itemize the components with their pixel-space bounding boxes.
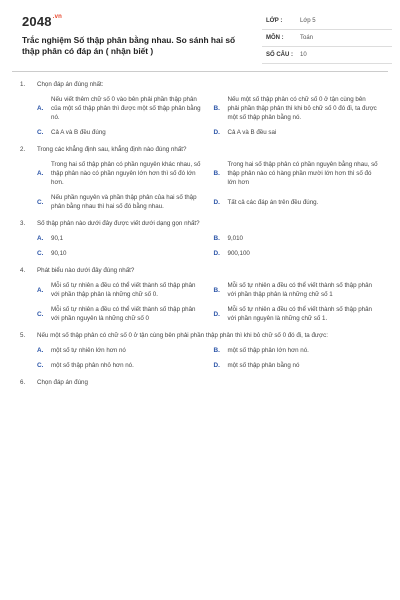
option-letter: C. bbox=[37, 250, 44, 257]
option-letter: A. bbox=[37, 286, 44, 294]
question-number: 6. bbox=[20, 379, 26, 386]
option-letter: A. bbox=[37, 105, 44, 112]
question bbox=[20, 145, 382, 211]
answer-option[interactable] bbox=[37, 346, 206, 355]
option-letter: B. bbox=[213, 286, 220, 294]
answer-option[interactable] bbox=[37, 305, 206, 323]
option-text: Mỗi số tự nhiên a đều có thể viết thành số thập phân với phần nguyên là những chữ số 1. bbox=[227, 306, 372, 322]
option-letter: D. bbox=[213, 198, 220, 206]
option-text: Cả A và B đều sai bbox=[227, 129, 277, 136]
option-text: Mỗi số tự nhiên a đều có thể viết thành số thập phân với phần nguyên là những chữ số 0 bbox=[51, 306, 196, 322]
answer-option[interactable] bbox=[214, 95, 383, 122]
answer-option[interactable] bbox=[37, 234, 206, 243]
question bbox=[20, 219, 382, 258]
option-text: Mỗi số tự nhiên a đều có thể viết thành số thập phân với phần thập phân là những chữ số 0. bbox=[51, 282, 196, 298]
option-text: Nếu một số thập phân có chữ số 0 ở tận cùng bên phải phần thập phân thì khi bỏ chữ số 0 đó đi, ta được một số thập phân bằng nó. bbox=[227, 96, 377, 121]
option-letter: B. bbox=[213, 235, 220, 242]
question bbox=[20, 378, 382, 387]
answer-option[interactable] bbox=[37, 281, 206, 299]
answer-option[interactable] bbox=[37, 95, 206, 122]
option-text: Cả A và B đều đúng bbox=[51, 129, 106, 136]
option-letter: B. bbox=[213, 105, 220, 112]
question-number: 1. bbox=[20, 81, 26, 88]
meta-row-subject bbox=[262, 30, 392, 47]
worksheet-title: Trắc nghiệm Số thập phân bằng nhau. So sánh hai số thập phân có đáp án ( nhận biết ) bbox=[22, 35, 236, 56]
answer-option[interactable] bbox=[214, 281, 383, 299]
option-letter: D. bbox=[213, 129, 220, 136]
question bbox=[20, 266, 382, 323]
question-text: Chọn đáp án đúng nhất: bbox=[37, 81, 104, 88]
question-number: 4. bbox=[20, 267, 26, 274]
option-text: 90,1 bbox=[51, 235, 64, 242]
option-text: một số thập phân nhỏ hơn nó. bbox=[51, 362, 134, 369]
meta-value: Lớp 5 bbox=[300, 18, 316, 24]
answer-option[interactable] bbox=[214, 361, 383, 370]
answer-option[interactable] bbox=[37, 361, 206, 370]
option-letter: C. bbox=[37, 198, 44, 206]
question-number: 2. bbox=[20, 146, 26, 153]
meta-value: Toán bbox=[300, 35, 314, 41]
answer-option[interactable] bbox=[214, 160, 383, 187]
option-text: một số thập phân bằng nó bbox=[227, 362, 300, 369]
option-text: một số thập phân lớn hơn nó. bbox=[227, 347, 309, 354]
answer-option[interactable] bbox=[214, 234, 383, 243]
option-letter: C. bbox=[37, 310, 44, 318]
option-text: Mỗi số tự nhiên a đều có thể viết thành số thập phân với phần thập phân là những chữ số 1 bbox=[227, 282, 372, 298]
meta-label: SỐ CÂU : bbox=[266, 52, 293, 58]
answer-option[interactable] bbox=[37, 128, 206, 137]
question-text: Phát biểu nào dưới đây đúng nhất? bbox=[37, 267, 135, 274]
option-letter: C. bbox=[37, 129, 44, 136]
option-text: Trong hai số thập phân có phần nguyên khác nhau, số thập phân nào có phần nguyên lớn hơn thì số đó lớn hơn. bbox=[51, 161, 201, 186]
question-text: Nếu một số thập phân có chữ số 0 ở tận cùng bên phải phần thập phân thì khi bỏ chữ số 0 đó đi, ta được: bbox=[37, 332, 328, 339]
header-divider bbox=[12, 71, 388, 72]
answer-option[interactable] bbox=[214, 128, 383, 137]
question-text: Chọn đáp án đúng bbox=[37, 379, 88, 386]
option-letter: D. bbox=[213, 310, 220, 318]
option-text: 90,10 bbox=[51, 250, 67, 257]
meta-label: LỚP : bbox=[266, 18, 283, 24]
answer-option[interactable] bbox=[214, 193, 383, 211]
option-letter: C. bbox=[37, 362, 44, 369]
option-letter: D. bbox=[213, 362, 220, 369]
option-letter: A. bbox=[37, 347, 44, 354]
answer-option[interactable] bbox=[214, 346, 383, 355]
question-text: Trong các khẳng định sau, khẳng định nào đúng nhất? bbox=[37, 146, 187, 153]
worksheet-header bbox=[12, 4, 388, 64]
option-text: 9,010 bbox=[227, 235, 243, 242]
option-letter: D. bbox=[213, 250, 220, 257]
question bbox=[20, 80, 382, 137]
meta-row-count bbox=[262, 47, 392, 64]
option-text: Nếu viết thêm chữ số 0 vào bên phải phần thập phân của một số thập phân thì được một số thập phân bằng nó. bbox=[51, 96, 201, 121]
answer-option[interactable] bbox=[214, 249, 383, 258]
question-text: Số thập phân nào dưới đây được viết dưới dạng gọn nhất? bbox=[37, 220, 200, 227]
meta-label: MÔN : bbox=[266, 35, 284, 41]
option-text: một số tự nhiên lớn hơn nó bbox=[51, 347, 126, 354]
answer-option[interactable] bbox=[37, 160, 206, 187]
question-list bbox=[20, 80, 382, 395]
question-number: 3. bbox=[20, 220, 26, 227]
question bbox=[20, 331, 382, 370]
worksheet-meta bbox=[262, 13, 392, 64]
option-text: Trong hai số thập phân có phần nguyên bằng nhau, số thập phân nào có hàng phần mười lớn hơn thì số đó lớn hơn bbox=[227, 161, 378, 186]
option-letter: A. bbox=[37, 235, 44, 242]
option-text: Nếu phần nguyên và phần thập phân của hai số thập phân bằng nhau thì hai số đó bằng nhau. bbox=[51, 194, 197, 210]
site-logo[interactable]: $2048^{.vn}$ bbox=[22, 14, 63, 29]
answer-option[interactable] bbox=[37, 249, 206, 258]
meta-value: 10 bbox=[300, 52, 307, 58]
meta-row-class bbox=[262, 13, 392, 30]
option-text: 900,100 bbox=[227, 250, 250, 257]
option-letter: A. bbox=[37, 170, 44, 177]
option-letter: B. bbox=[213, 170, 220, 177]
answer-option[interactable] bbox=[37, 193, 206, 211]
option-letter: B. bbox=[213, 347, 220, 354]
answer-option[interactable] bbox=[214, 305, 383, 323]
question-number: 5. bbox=[20, 332, 26, 339]
option-text: Tất cả các đáp án trên đều đúng. bbox=[227, 198, 319, 206]
